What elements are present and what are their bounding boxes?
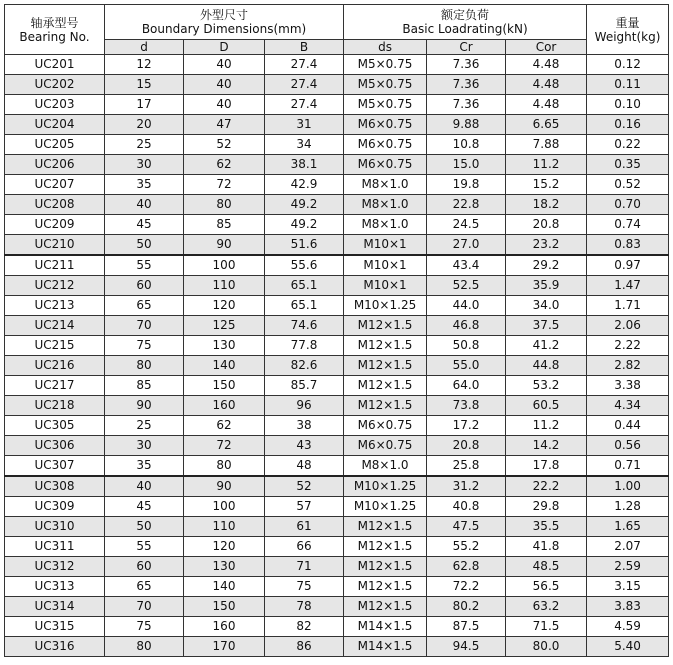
table-row	[5, 537, 669, 557]
cell-cor: 37.5	[506, 316, 587, 336]
cell-cor: 18.2	[506, 195, 587, 215]
cell-cor: 4.48	[506, 75, 587, 95]
cell-B: 49.2	[265, 215, 344, 235]
table-row	[5, 195, 669, 215]
cell-d: 80	[105, 637, 184, 657]
cell-ds: M6×0.75	[344, 416, 427, 436]
cell-d: 30	[105, 436, 184, 456]
subheader-cr: Cr	[427, 40, 506, 55]
cell-weight: 2.22	[587, 336, 669, 356]
cell-weight: 4.34	[587, 396, 669, 416]
bearing-spec-table	[4, 4, 669, 657]
cell-weight: 0.70	[587, 195, 669, 215]
header-weight	[587, 5, 669, 55]
cell-D: 140	[184, 356, 265, 376]
cell-ds: M12×1.5	[344, 517, 427, 537]
table-row	[5, 75, 669, 95]
cell-ds: M10×1.25	[344, 476, 427, 497]
header-load-cn: 额定负荷	[441, 8, 490, 22]
cell-d: 65	[105, 577, 184, 597]
table-row	[5, 396, 669, 416]
table-row	[5, 617, 669, 637]
cell-bearing-no: UC217	[5, 376, 105, 396]
cell-D: 85	[184, 215, 265, 235]
cell-d: 45	[105, 497, 184, 517]
cell-cor: 60.5	[506, 396, 587, 416]
header-row-sub	[5, 40, 669, 55]
table-row	[5, 95, 669, 115]
cell-cor: 4.48	[506, 55, 587, 75]
cell-d: 17	[105, 95, 184, 115]
cell-cr: 10.8	[427, 135, 506, 155]
cell-B: 31	[265, 115, 344, 135]
cell-cr: 55.0	[427, 356, 506, 376]
cell-ds: M6×0.75	[344, 436, 427, 456]
table-row	[5, 255, 669, 276]
cell-bearing-no: UC209	[5, 215, 105, 235]
cell-cor: 63.2	[506, 597, 587, 617]
table-row	[5, 135, 669, 155]
cell-cr: 64.0	[427, 376, 506, 396]
cell-B: 66	[265, 537, 344, 557]
header-weight-cn: 重量	[615, 15, 640, 30]
cell-weight: 4.59	[587, 617, 669, 637]
cell-ds: M6×0.75	[344, 155, 427, 175]
cell-D: 125	[184, 316, 265, 336]
cell-weight: 2.59	[587, 557, 669, 577]
cell-cor: 14.2	[506, 436, 587, 456]
cell-weight: 0.56	[587, 436, 669, 456]
cell-weight: 0.44	[587, 416, 669, 436]
table-body	[5, 55, 669, 657]
cell-cor: 29.2	[506, 255, 587, 276]
cell-d: 70	[105, 597, 184, 617]
cell-B: 52	[265, 476, 344, 497]
cell-cr: 44.0	[427, 296, 506, 316]
cell-D: 150	[184, 597, 265, 617]
cell-bearing-no: UC307	[5, 456, 105, 477]
header-load-en: Basic Loadrating(kN)	[402, 22, 528, 36]
cell-bearing-no: UC311	[5, 537, 105, 557]
table-row	[5, 115, 669, 135]
cell-cr: 7.36	[427, 55, 506, 75]
header-row-main	[5, 5, 669, 40]
cell-D: 120	[184, 296, 265, 316]
cell-B: 49.2	[265, 195, 344, 215]
table-row	[5, 235, 669, 256]
cell-bearing-no: UC216	[5, 356, 105, 376]
cell-ds: M10×1	[344, 255, 427, 276]
cell-weight: 0.97	[587, 255, 669, 276]
cell-cr: 94.5	[427, 637, 506, 657]
cell-cor: 22.2	[506, 476, 587, 497]
cell-d: 30	[105, 155, 184, 175]
cell-B: 77.8	[265, 336, 344, 356]
cell-cr: 87.5	[427, 617, 506, 637]
cell-D: 47	[184, 115, 265, 135]
cell-weight: 1.28	[587, 497, 669, 517]
cell-ds: M5×0.75	[344, 75, 427, 95]
cell-weight: 1.47	[587, 276, 669, 296]
cell-cor: 53.2	[506, 376, 587, 396]
cell-ds: M12×1.5	[344, 537, 427, 557]
cell-weight: 2.06	[587, 316, 669, 336]
cell-d: 70	[105, 316, 184, 336]
cell-B: 38.1	[265, 155, 344, 175]
cell-D: 160	[184, 617, 265, 637]
cell-weight: 1.65	[587, 517, 669, 537]
cell-bearing-no: UC213	[5, 296, 105, 316]
cell-B: 86	[265, 637, 344, 657]
cell-D: 90	[184, 476, 265, 497]
cell-cr: 25.8	[427, 456, 506, 477]
cell-bearing-no: UC314	[5, 597, 105, 617]
cell-B: 42.9	[265, 175, 344, 195]
cell-d: 45	[105, 215, 184, 235]
cell-ds: M14×1.5	[344, 617, 427, 637]
cell-bearing-no: UC306	[5, 436, 105, 456]
header-bearing-no	[5, 5, 105, 55]
cell-bearing-no: UC308	[5, 476, 105, 497]
subheader-B: B	[265, 40, 344, 55]
cell-B: 82	[265, 617, 344, 637]
cell-D: 72	[184, 436, 265, 456]
cell-D: 100	[184, 255, 265, 276]
cell-D: 110	[184, 276, 265, 296]
cell-B: 74.6	[265, 316, 344, 336]
cell-cr: 24.5	[427, 215, 506, 235]
cell-bearing-no: UC207	[5, 175, 105, 195]
table-row	[5, 597, 669, 617]
table-row	[5, 356, 669, 376]
table-row	[5, 215, 669, 235]
cell-d: 50	[105, 235, 184, 256]
table-row	[5, 316, 669, 336]
cell-B: 27.4	[265, 95, 344, 115]
cell-cor: 4.48	[506, 95, 587, 115]
cell-B: 43	[265, 436, 344, 456]
cell-ds: M8×1.0	[344, 175, 427, 195]
cell-D: 100	[184, 497, 265, 517]
cell-ds: M12×1.5	[344, 376, 427, 396]
cell-B: 65.1	[265, 296, 344, 316]
cell-B: 82.6	[265, 356, 344, 376]
cell-d: 40	[105, 195, 184, 215]
cell-weight: 0.71	[587, 456, 669, 477]
cell-ds: M8×1.0	[344, 456, 427, 477]
cell-bearing-no: UC203	[5, 95, 105, 115]
cell-ds: M14×1.5	[344, 637, 427, 657]
table-row	[5, 577, 669, 597]
cell-d: 55	[105, 537, 184, 557]
subheader-cor: Cor	[506, 40, 587, 55]
cell-weight: 0.52	[587, 175, 669, 195]
table-row	[5, 276, 669, 296]
cell-B: 38	[265, 416, 344, 436]
cell-cor: 23.2	[506, 235, 587, 256]
cell-cr: 9.88	[427, 115, 506, 135]
cell-B: 61	[265, 517, 344, 537]
cell-weight: 0.16	[587, 115, 669, 135]
cell-d: 75	[105, 336, 184, 356]
cell-cr: 47.5	[427, 517, 506, 537]
cell-ds: M12×1.5	[344, 557, 427, 577]
cell-D: 120	[184, 537, 265, 557]
cell-bearing-no: UC204	[5, 115, 105, 135]
table-row	[5, 456, 669, 477]
cell-cor: 11.2	[506, 416, 587, 436]
cell-weight: 0.83	[587, 235, 669, 256]
cell-d: 25	[105, 135, 184, 155]
table-row	[5, 557, 669, 577]
cell-d: 60	[105, 557, 184, 577]
cell-bearing-no: UC305	[5, 416, 105, 436]
cell-B: 75	[265, 577, 344, 597]
cell-B: 96	[265, 396, 344, 416]
cell-ds: M12×1.5	[344, 356, 427, 376]
cell-cor: 11.2	[506, 155, 587, 175]
cell-B: 65.1	[265, 276, 344, 296]
table-header	[5, 5, 669, 55]
cell-bearing-no: UC309	[5, 497, 105, 517]
cell-D: 40	[184, 75, 265, 95]
cell-d: 90	[105, 396, 184, 416]
cell-d: 40	[105, 476, 184, 497]
header-boundary-en: Boundary Dimensions(mm)	[141, 22, 307, 36]
cell-bearing-no: UC202	[5, 75, 105, 95]
cell-cr: 52.5	[427, 276, 506, 296]
cell-B: 51.6	[265, 235, 344, 256]
cell-D: 90	[184, 235, 265, 256]
header-basic-loadrating	[344, 5, 587, 40]
cell-weight: 2.07	[587, 537, 669, 557]
cell-weight: 0.12	[587, 55, 669, 75]
table-row	[5, 517, 669, 537]
cell-D: 110	[184, 517, 265, 537]
cell-cor: 41.8	[506, 537, 587, 557]
cell-bearing-no: UC211	[5, 255, 105, 276]
cell-weight: 0.11	[587, 75, 669, 95]
cell-d: 55	[105, 255, 184, 276]
cell-B: 85.7	[265, 376, 344, 396]
cell-ds: M12×1.5	[344, 396, 427, 416]
cell-cr: 31.2	[427, 476, 506, 497]
cell-B: 34	[265, 135, 344, 155]
cell-D: 52	[184, 135, 265, 155]
cell-ds: M5×0.75	[344, 95, 427, 115]
subheader-d: d	[105, 40, 184, 55]
cell-weight: 3.15	[587, 577, 669, 597]
cell-weight: 3.83	[587, 597, 669, 617]
cell-ds: M6×0.75	[344, 135, 427, 155]
cell-D: 40	[184, 95, 265, 115]
cell-bearing-no: UC310	[5, 517, 105, 537]
cell-cor: 35.9	[506, 276, 587, 296]
header-boundary-dimensions	[105, 5, 344, 40]
cell-bearing-no: UC218	[5, 396, 105, 416]
table-row	[5, 497, 669, 517]
table-row	[5, 155, 669, 175]
cell-ds: M5×0.75	[344, 55, 427, 75]
subheader-D: D	[184, 40, 265, 55]
cell-weight: 1.71	[587, 296, 669, 316]
table-row	[5, 175, 669, 195]
cell-D: 40	[184, 55, 265, 75]
cell-cor: 56.5	[506, 577, 587, 597]
cell-ds: M12×1.5	[344, 597, 427, 617]
cell-d: 35	[105, 456, 184, 477]
cell-weight: 0.35	[587, 155, 669, 175]
cell-D: 130	[184, 336, 265, 356]
cell-cor: 41.2	[506, 336, 587, 356]
cell-cor: 20.8	[506, 215, 587, 235]
cell-cr: 43.4	[427, 255, 506, 276]
cell-bearing-no: UC215	[5, 336, 105, 356]
cell-D: 160	[184, 396, 265, 416]
cell-cr: 22.8	[427, 195, 506, 215]
cell-ds: M10×1.25	[344, 497, 427, 517]
table-row	[5, 55, 669, 75]
table-row	[5, 336, 669, 356]
cell-D: 140	[184, 577, 265, 597]
cell-D: 130	[184, 557, 265, 577]
cell-d: 20	[105, 115, 184, 135]
cell-cr: 50.8	[427, 336, 506, 356]
cell-bearing-no: UC313	[5, 577, 105, 597]
cell-d: 65	[105, 296, 184, 316]
cell-cor: 15.2	[506, 175, 587, 195]
cell-B: 27.4	[265, 55, 344, 75]
cell-cor: 80.0	[506, 637, 587, 657]
cell-B: 48	[265, 456, 344, 477]
cell-bearing-no: UC212	[5, 276, 105, 296]
cell-B: 71	[265, 557, 344, 577]
header-bearing-en: Bearing No.	[19, 29, 90, 44]
cell-weight: 0.10	[587, 95, 669, 115]
cell-d: 85	[105, 376, 184, 396]
header-weight-en: Weight(kg)	[594, 29, 661, 44]
cell-cr: 20.8	[427, 436, 506, 456]
header-bearing-cn: 轴承型号	[30, 15, 79, 30]
cell-cr: 73.8	[427, 396, 506, 416]
cell-d: 25	[105, 416, 184, 436]
cell-d: 15	[105, 75, 184, 95]
cell-cor: 48.5	[506, 557, 587, 577]
cell-cr: 7.36	[427, 95, 506, 115]
cell-bearing-no: UC316	[5, 637, 105, 657]
cell-bearing-no: UC205	[5, 135, 105, 155]
cell-D: 62	[184, 416, 265, 436]
cell-cr: 46.8	[427, 316, 506, 336]
cell-cor: 29.8	[506, 497, 587, 517]
cell-cr: 40.8	[427, 497, 506, 517]
table-row	[5, 376, 669, 396]
cell-cr: 15.0	[427, 155, 506, 175]
subheader-ds: ds	[344, 40, 427, 55]
cell-cor: 6.65	[506, 115, 587, 135]
cell-ds: M10×1	[344, 276, 427, 296]
cell-B: 57	[265, 497, 344, 517]
cell-ds: M12×1.5	[344, 316, 427, 336]
cell-ds: M6×0.75	[344, 115, 427, 135]
cell-weight: 3.38	[587, 376, 669, 396]
cell-bearing-no: UC206	[5, 155, 105, 175]
header-boundary-cn: 外型尺寸	[200, 8, 249, 22]
cell-ds: M10×1.25	[344, 296, 427, 316]
cell-B: 78	[265, 597, 344, 617]
cell-cr: 80.2	[427, 597, 506, 617]
cell-ds: M12×1.5	[344, 577, 427, 597]
cell-B: 55.6	[265, 255, 344, 276]
cell-cor: 17.8	[506, 456, 587, 477]
table-row	[5, 637, 669, 657]
cell-D: 170	[184, 637, 265, 657]
cell-ds: M12×1.5	[344, 336, 427, 356]
cell-cor: 71.5	[506, 617, 587, 637]
cell-cr: 55.2	[427, 537, 506, 557]
cell-D: 72	[184, 175, 265, 195]
cell-bearing-no: UC214	[5, 316, 105, 336]
cell-D: 80	[184, 456, 265, 477]
cell-bearing-no: UC312	[5, 557, 105, 577]
cell-cor: 34.0	[506, 296, 587, 316]
cell-d: 12	[105, 55, 184, 75]
cell-weight: 0.74	[587, 215, 669, 235]
cell-d: 35	[105, 175, 184, 195]
cell-cr: 19.8	[427, 175, 506, 195]
cell-D: 62	[184, 155, 265, 175]
cell-ds: M8×1.0	[344, 195, 427, 215]
cell-ds: M8×1.0	[344, 215, 427, 235]
table-row	[5, 416, 669, 436]
cell-weight: 0.22	[587, 135, 669, 155]
cell-weight: 5.40	[587, 637, 669, 657]
table-row	[5, 436, 669, 456]
cell-bearing-no: UC315	[5, 617, 105, 637]
cell-cor: 44.8	[506, 356, 587, 376]
table-row	[5, 476, 669, 497]
cell-B: 27.4	[265, 75, 344, 95]
cell-cr: 62.8	[427, 557, 506, 577]
cell-d: 50	[105, 517, 184, 537]
cell-d: 60	[105, 276, 184, 296]
cell-weight: 2.82	[587, 356, 669, 376]
cell-weight: 1.00	[587, 476, 669, 497]
cell-cr: 72.2	[427, 577, 506, 597]
cell-cor: 7.88	[506, 135, 587, 155]
cell-d: 80	[105, 356, 184, 376]
cell-cr: 7.36	[427, 75, 506, 95]
cell-bearing-no: UC210	[5, 235, 105, 256]
cell-D: 150	[184, 376, 265, 396]
cell-d: 75	[105, 617, 184, 637]
cell-cor: 35.5	[506, 517, 587, 537]
cell-ds: M10×1	[344, 235, 427, 256]
cell-bearing-no: UC201	[5, 55, 105, 75]
cell-cr: 17.2	[427, 416, 506, 436]
table-row	[5, 296, 669, 316]
cell-cr: 27.0	[427, 235, 506, 256]
cell-bearing-no: UC208	[5, 195, 105, 215]
cell-D: 80	[184, 195, 265, 215]
